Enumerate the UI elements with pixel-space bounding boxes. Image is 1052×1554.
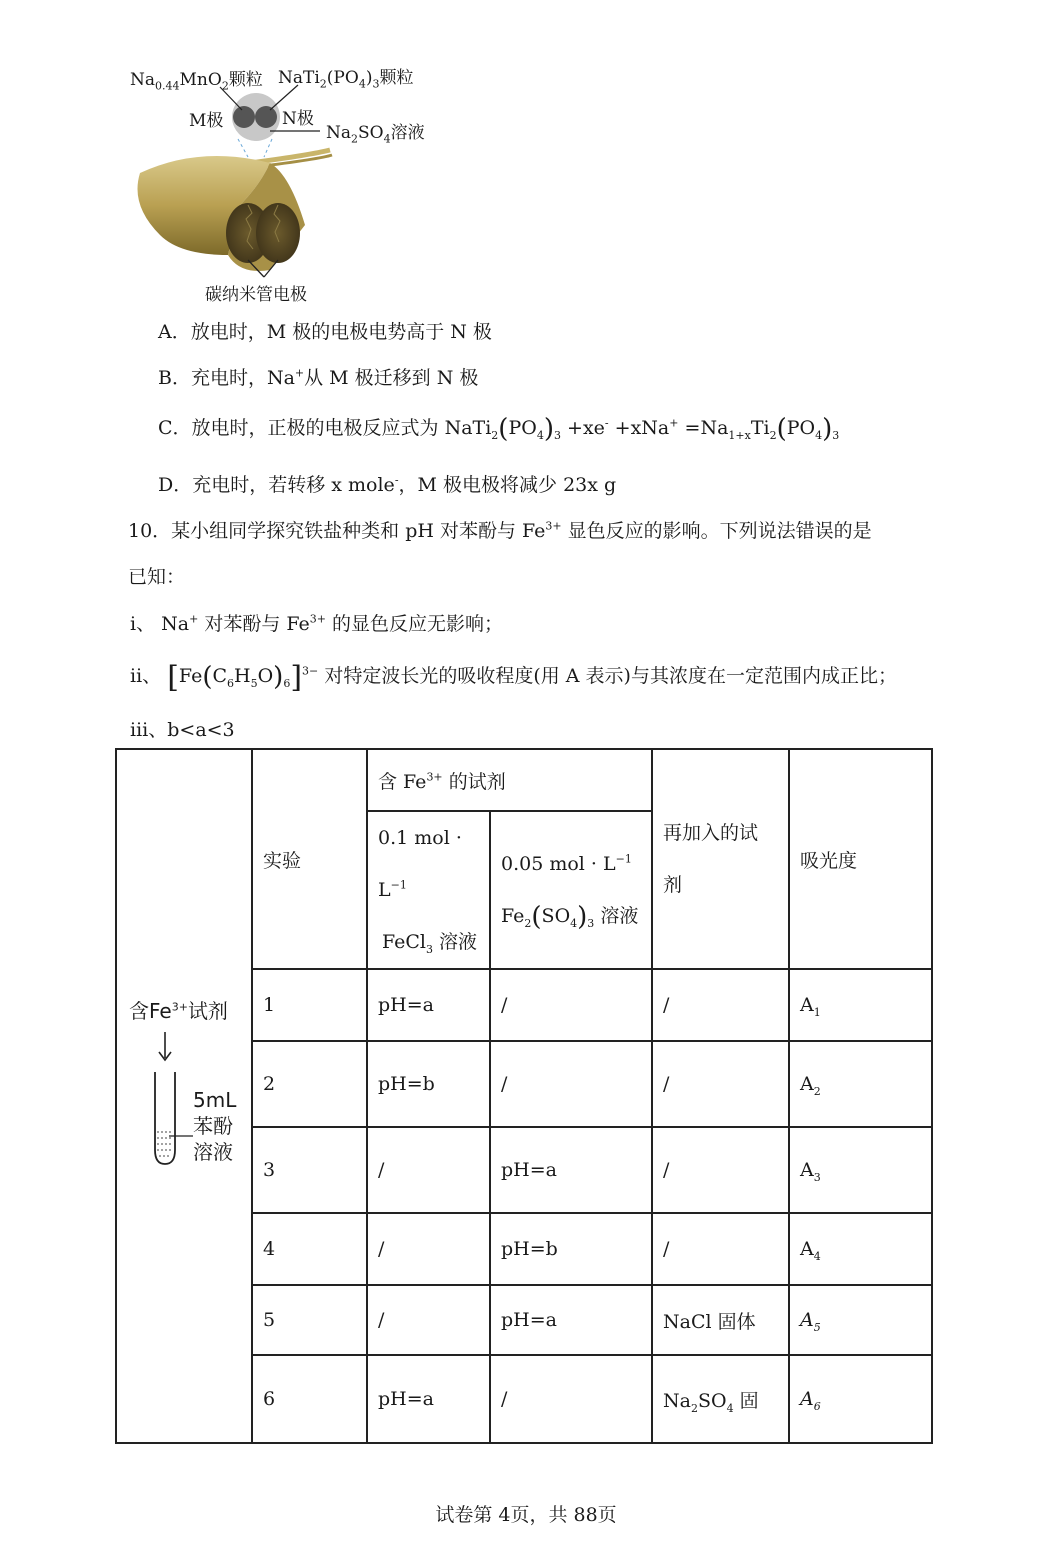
table-row: 6 pH=a / $Na_2SO_4$ 固 $A_6$ xyxy=(116,1355,932,1443)
table-row: 3 / pH=a / $A_3$ xyxy=(116,1127,932,1213)
apparatus-reagent-label: 含$Fe^{3+}$试剂 xyxy=(129,999,228,1023)
table-row: 4 / pH=b / $A_4$ xyxy=(116,1213,932,1285)
known-label: 已知： xyxy=(128,566,186,588)
header-experiment: 实验 xyxy=(252,749,367,969)
header-added-reagent: 再加入的试 剂 xyxy=(652,749,789,969)
table-row: 1 pH=a / / $A_1$ xyxy=(116,969,932,1041)
known-item-i: ⅰ、 Na+ 对苯酚与 $Fe^{3+}$ 的显色反应无影响； xyxy=(130,612,504,635)
label-particle-m: $Na_{0.44}MnO_2$颗粒 xyxy=(130,70,263,93)
label-n-electrode: N极 xyxy=(282,109,314,129)
header-fe-reagent: 含 $Fe^{3+}$ 的试剂 xyxy=(367,749,652,811)
battery-figure xyxy=(120,55,440,305)
fiber-battery-illustration xyxy=(120,55,440,305)
label-particle-n: $NaTi_2(PO_4)_3$颗粒 xyxy=(278,68,414,91)
option-c-equation: $NaTi_2(PO_4)_3 +xe^- +xNa^+ =Na_{1+x}Ti_2(PO_4)_3$ xyxy=(444,414,840,444)
header-absorbance: 吸光度 xyxy=(789,749,932,969)
question-stem: 10．某小组同学探究铁盐种类和 pH 对苯酚与 $Fe^{3+}$ 显色反应的影响。下列说法错误的是 xyxy=(128,519,872,542)
header-fecl3: 0.1 mol · $L^{-1}$ FeCl$_3$ 溶液 xyxy=(367,811,490,969)
apparatus-solution-label: 5mL 苯酚 溶液 xyxy=(193,1088,237,1164)
page-footer: 试卷第 4页，共 88页 xyxy=(435,1504,617,1526)
table-row: 5 / pH=a NaCl 固体 $A_5$ xyxy=(116,1285,932,1355)
label-m-electrode: M极 xyxy=(189,111,224,131)
experiment-table xyxy=(115,748,933,1444)
header-fe2so43: 0.05 mol · $L^{-1}$ $Fe_2(SO_4)_3$ 溶液 xyxy=(490,811,652,969)
option-a: A．放电时，M 极的电极电势高于 N 极 xyxy=(158,321,492,343)
complex-formula: $[Fe(C_6H_5O)_6]^{3-}$ xyxy=(167,660,319,695)
label-carbon-electrode: 碳纳米管电极 xyxy=(205,285,307,305)
known-item-ii: ⅱ、 $[Fe(C_6H_5O)_6]^{3-}$ 对特定波长光的吸收程度(用 A 表示)与其浓度在一定范围内成正比； xyxy=(130,660,897,695)
table-row: 2 pH=b / / $A_2$ xyxy=(116,1041,932,1127)
option-c: C．放电时，正极的电极反应式为 $NaTi_2(PO_4)_3 +xe^- +xNa^+ =Na_{1+x}Ti_2(PO_4)_3$ xyxy=(158,414,840,444)
known-item-iii: ⅲ、b<a<3 xyxy=(130,719,235,741)
apparatus-cell xyxy=(116,749,252,1443)
label-solution: $Na_2SO_4$溶液 xyxy=(326,123,425,146)
option-b: B．充电时，Na+从 M 极迁移到 N 极 xyxy=(158,366,479,389)
option-d: D．充电时，若转移 x mole-，M 极电极将减少 23x g xyxy=(158,473,617,496)
